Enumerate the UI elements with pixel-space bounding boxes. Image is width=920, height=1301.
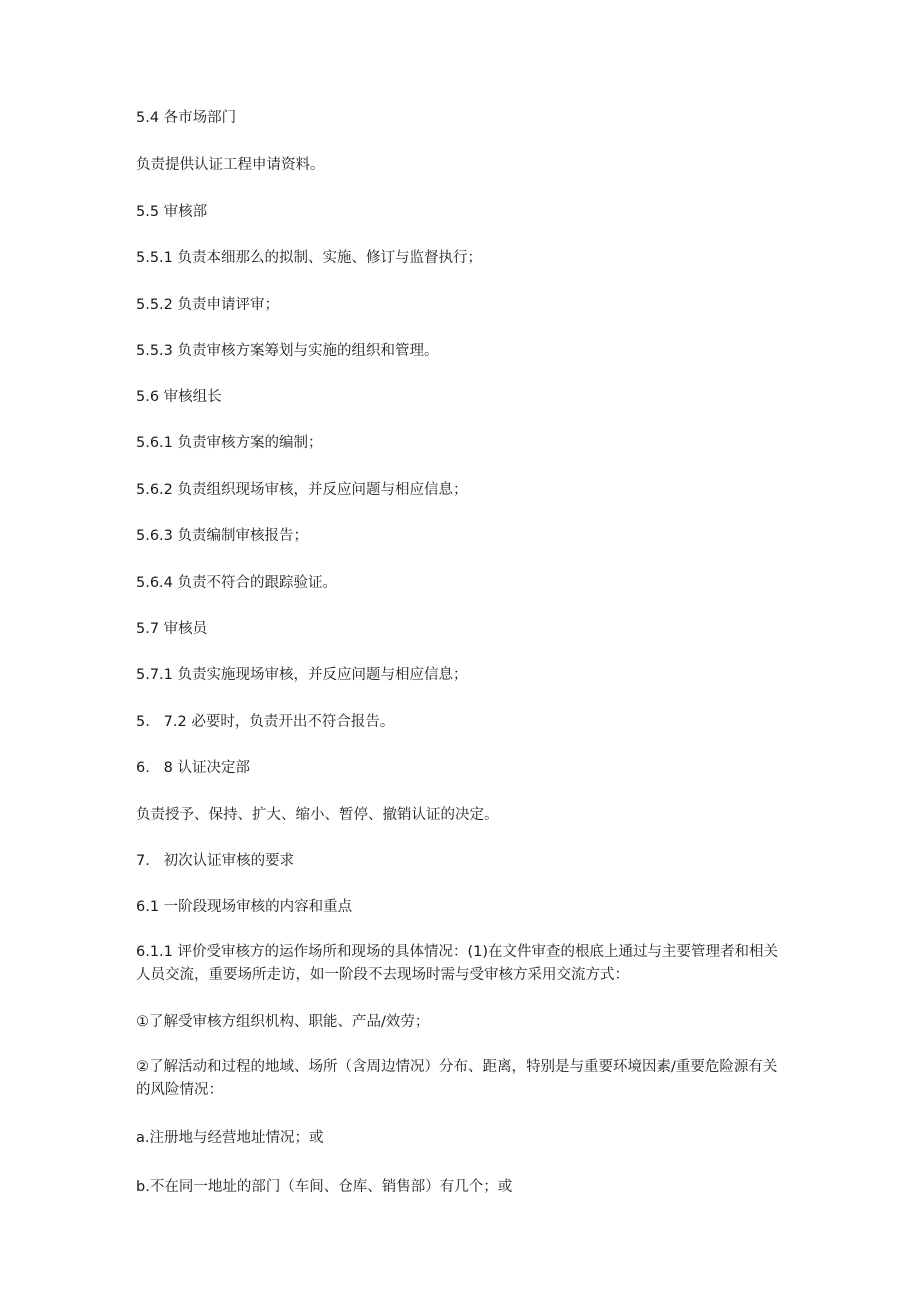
paragraph-text: 负责提供认证工程申请资料。 [136,157,325,173]
list-item: 5.5.3 负责审核方案筹划与实施的组织和管理。 [136,343,439,359]
paragraph-text: ②了解活动和过程的地域、场所（含周边情况）分布、距离，特别是与重要环境因素/重要危险源有关的风险情况： [136,1059,778,1098]
section-heading-7: 7. 初次认证审核的要求 [136,853,295,869]
list-item: 5.6.4 负责不符合的跟踪验证。 [136,575,338,591]
section-heading-5-7: 5.7 审核员 [136,621,208,637]
section-heading-6-1: 6.1 一阶段现场审核的内容和重点 [136,899,353,915]
paragraph-text: 负责授予、保持、扩大、缩小、暂停、撤销认证的决定。 [136,807,499,823]
list-item: b.不在同一地址的部门（车间、仓库、销售部）有几个；或 [136,1179,513,1195]
section-heading-6-8: 6. 8 认证决定部 [136,760,250,776]
list-item: 5.6.2 负责组织现场审核，并反应问题与相应信息； [136,482,468,498]
section-heading-5-5: 5.5 审核部 [136,204,208,220]
list-item: 5.6.1 负责审核方案的编制； [136,435,323,451]
paragraph-text: 6.1.1 评价受审核方的运作场所和现场的具体情况：(1)在文件审查的根底上通过与主要管理者和相关人员交流，重要场所走访，如一阶段不去现场时需与受审核方采用交流方式： [136,944,779,983]
list-item: a.注册地与经营地址情况；或 [136,1130,324,1146]
section-heading-5-4: 5.4 各市场部门 [136,110,237,126]
list-item: 5.5.2 负责申请评审； [136,297,280,313]
list-item: 5.7.1 负责实施现场审核，并反应问题与相应信息； [136,667,468,683]
section-heading-5-6: 5.6 审核组长 [136,389,222,405]
list-item: 5.6.3 负责编制审核报告； [136,528,309,544]
list-item: ①了解受审核方组织机构、职能、产品/效劳； [136,1014,430,1030]
list-item: 5. 7.2 必要时，负责开出不符合报告。 [136,714,395,730]
list-item: 5.5.1 负责本细那么的拟制、实施、修订与监督执行； [136,250,483,266]
